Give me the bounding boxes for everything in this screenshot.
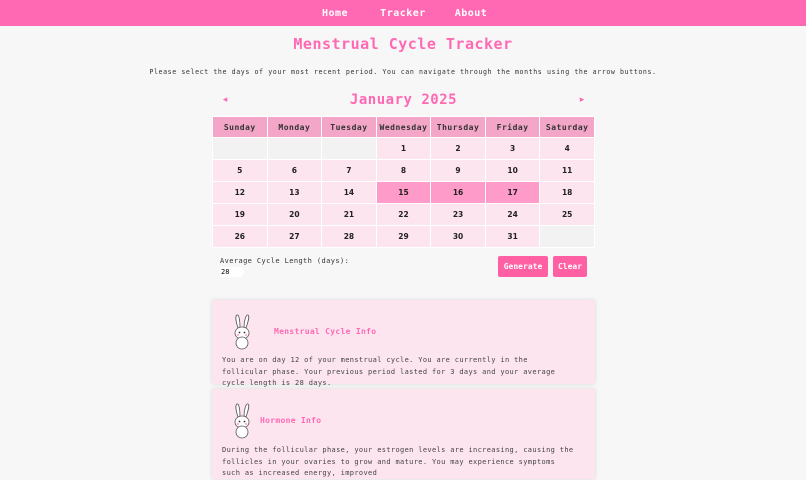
calendar-empty-cell: [540, 226, 595, 248]
calendar-empty-cell: [322, 138, 377, 160]
weekday-thursday: Thursday: [431, 117, 486, 138]
calendar-day-cell[interactable]: 20: [267, 204, 322, 226]
calendar-day-cell[interactable]: 8: [376, 160, 431, 182]
weekday-sunday: Sunday: [213, 117, 268, 138]
calendar-day-cell[interactable]: 13: [267, 182, 322, 204]
calendar-day-cell[interactable]: 28: [322, 226, 377, 248]
cycle-info-title: Menstrual Cycle Info: [274, 327, 377, 336]
cycle-length-input[interactable]: [220, 267, 244, 277]
calendar-day-cell[interactable]: 4: [540, 138, 595, 160]
calendar-day-cell[interactable]: 22: [376, 204, 431, 226]
hormone-info-title: Hormone Info: [260, 416, 322, 425]
cycle-length-label: Average Cycle Length (days):: [220, 257, 350, 265]
calendar-week-row: [213, 226, 595, 248]
weekday-wednesday: Wednesday: [376, 117, 431, 138]
calendar-day-cell[interactable]: 1: [376, 138, 431, 160]
calendar-day-cell[interactable]: 11: [540, 160, 595, 182]
calendar-day-cell[interactable]: 15: [376, 182, 431, 204]
bunny-icon: [230, 403, 254, 439]
nav-home-link[interactable]: Home: [321, 7, 349, 19]
weekday-friday: Friday: [485, 117, 540, 138]
clear-button[interactable]: Clear: [553, 256, 587, 277]
calendar-day-cell[interactable]: 26: [213, 226, 268, 248]
calendar-day-cell[interactable]: 27: [267, 226, 322, 248]
bunny-icon: [230, 314, 254, 350]
calendar: [212, 90, 595, 248]
calendar-week-row: [213, 182, 595, 204]
calendar-day-cell[interactable]: 5: [213, 160, 268, 182]
calendar-empty-cell: [267, 138, 322, 160]
prev-month-button[interactable]: ◂: [222, 95, 228, 105]
weekday-tuesday: Tuesday: [322, 117, 377, 138]
calendar-day-cell[interactable]: 9: [431, 160, 486, 182]
calendar-day-cell[interactable]: 6: [267, 160, 322, 182]
instructions-text: Please select the days of your most recent period. You can navigate through the months using the arrow buttons.: [149, 68, 657, 76]
cycle-info-card: [212, 300, 595, 387]
calendar-day-cell[interactable]: 14: [322, 182, 377, 204]
month-label: January 2025: [349, 92, 458, 108]
calendar-header: [212, 90, 595, 110]
nav-tracker-link[interactable]: Tracker: [380, 7, 426, 19]
calendar-day-cell[interactable]: 24: [485, 204, 540, 226]
calendar-week-row: [213, 204, 595, 226]
calendar-day-cell[interactable]: 17: [485, 182, 540, 204]
calendar-day-cell[interactable]: 25: [540, 204, 595, 226]
top-navbar: [0, 0, 806, 26]
hormone-info-text: During the follicular phase, your estrogen levels are increasing, causing the follicles in your ovaries to grow and mature. You may experience symptoms such as increased energy, improved: [222, 446, 574, 477]
weekday-row: [213, 117, 595, 138]
calendar-day-cell[interactable]: 23: [431, 204, 486, 226]
calendar-day-cell[interactable]: 12: [213, 182, 268, 204]
nav-about-link[interactable]: About: [454, 7, 488, 19]
calendar-day-cell[interactable]: 3: [485, 138, 540, 160]
weekday-saturday: Saturday: [540, 117, 595, 138]
calendar-grid: [212, 116, 595, 248]
calendar-week-row: [213, 138, 595, 160]
calendar-day-cell[interactable]: 18: [540, 182, 595, 204]
calendar-empty-cell: [213, 138, 268, 160]
calendar-day-cell[interactable]: 16: [431, 182, 486, 204]
calendar-day-cell[interactable]: 31: [485, 226, 540, 248]
calendar-day-cell[interactable]: 21: [322, 204, 377, 226]
next-month-button[interactable]: ▸: [579, 95, 585, 105]
calendar-day-cell[interactable]: 2: [431, 138, 486, 160]
page-title: Menstrual Cycle Tracker: [293, 35, 513, 53]
generate-button[interactable]: Generate: [498, 256, 548, 277]
calendar-day-cell[interactable]: 10: [485, 160, 540, 182]
calendar-day-cell[interactable]: 29: [376, 226, 431, 248]
weekday-monday: Monday: [267, 117, 322, 138]
calendar-day-cell[interactable]: 7: [322, 160, 377, 182]
calendar-day-cell[interactable]: 30: [431, 226, 486, 248]
calendar-day-cell[interactable]: 19: [213, 204, 268, 226]
cycle-info-text: You are on day 12 of your menstrual cycle. You are currently in the follicular phase. Your previous period lasted for 3 days and your average cycle length is 28 days.: [222, 356, 556, 387]
calendar-week-row: [213, 160, 595, 182]
